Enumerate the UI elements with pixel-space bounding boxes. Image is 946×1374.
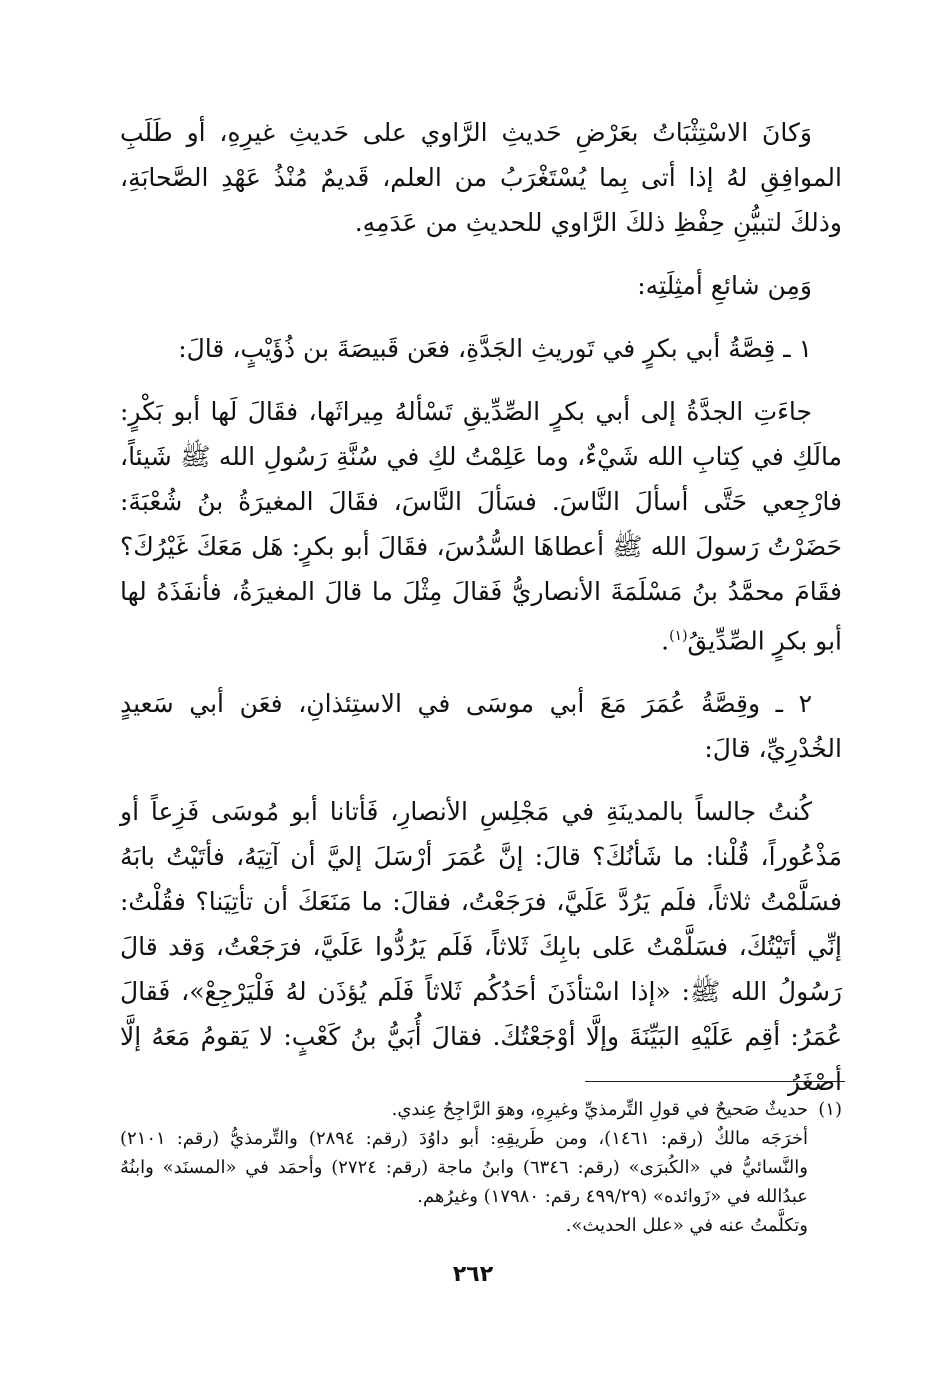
paragraph-examples-heading: وَمِن شائعِ أمثِلَتِه:	[637, 271, 812, 300]
paragraph-example-2-heading: ٢ ـ وقِصَّةُ عُمَرَ مَعَ أبي موسَى في الاستِئذانِ، فعَن أبي سَعيدٍ الخُدْرِيِّ، قالَ:	[120, 689, 842, 764]
footnote-divider	[585, 1081, 845, 1082]
quote-text: جاءَتِ الجدَّةُ إلى أبي بكرٍ الصِّدِّيقِ تَسْألهُ مِيراثَها، فقَالَ لَها أبو بَكْرٍ: مالَكِ في كِتابِ الله شَيْءٌ، وما عَلِمْتُ لكِ في سُنَّةِ رَسُولِ الله ﷺ شَيئاً، فارْجِعي حَتَّى أسألَ النَّاسَ. فسَألَ النَّاسَ، فقَالَ المغيرَةُ بنُ شُعْبَةَ: حَضَرْتُ رَسولَ الله ﷺ أعطاهَا السُّدُسَ، فقَالَ أبو بكرٍ: هَل مَعَكَ غَيْرُكَ؟ فقَامَ محمَّدُ بنُ مَسْلَمَةَ الأنصاريُّ فَقالَ مِثْلَ ما قالَ المغيرَةُ، فأنفَذَهُ لها أبو بكرٍ الصِّدِّيقُ	[120, 397, 842, 656]
footnote-line-1	[120, 1095, 842, 1124]
paragraph-example-1-quote	[120, 389, 842, 663]
footnote-text-1: حديثٌ صَحيحٌ في قولِ التِّرمذيِّ وغيرِهِ، وهوَ الرَّاجِحُ عِندي.	[391, 1099, 808, 1120]
paragraph-example-2-quote: كُنتُ جالساً بالمدينَةِ في مَجْلِسِ الأنصارِ، فَأتانا أبو مُوسَى فَزِعاً أو مَذْعُوراً، قُلْنا: ما شَأنُكَ؟ قالَ: إنَّ عُمَرَ أرْسَلَ إليَّ أن آتِيَهُ، فأتَيْتُ بابَهُ فسَلَّمْتُ ثلاثاً، فلَم يَرُدَّ عَلَيَّ، فرَجَعْتُ، فقالَ: ما مَنَعَكَ أن تأتِيَنا؟ فقُلْتُ: إنِّي أتَيْتُكَ، فسَلَّمْتُ عَلى بابِكَ ثَلاثاً، فَلَم يَرُدُّوا عَلَيَّ، فرَجَعْتُ، وَقد قالَ رَسُولُ الله ﷺ: «إذا اسْتأذَنَ أحَدُكُم ثَلاثاً فَلَم يُؤذَن لهُ فَلْيَرْجِعْ»، فَقالَ عُمَرُ: أقِم عَلَيْهِ البَيِّنَةَ وإلَّا أوْجَعْتُكَ. فقالَ أُبَيُّ بنُ كَعْبٍ: لا يَقومُ مَعَهُ إلَّا أصْغَرُ	[120, 797, 842, 1097]
footnotes	[120, 1095, 842, 1240]
paragraph-intro: وَكانَ الاسْتِثْبَاتُ بعَرْضِ حَديثِ الرَّاوي على حَديثِ غيرِهِ، أو طَلَبِ الموافِقِ لهُ إذا أتى بِما يُسْتَغْرَبُ من العلم، قَديمٌ مُنْذُ عَهْدِ الصَّحابَةِ، وذلكَ لتبيُّنِ حِفْظِ ذلكَ الرَّاوي للحديثِ من عَدَمِهِ.	[120, 118, 842, 237]
footnote-ref: (١)	[669, 628, 688, 644]
page-number: ٢٦٢	[452, 1262, 494, 1287]
footnote-text-3: وتكلَّمتُ عنه في «علل الحديث».	[565, 1215, 808, 1236]
footnote-text-2: أخرَجَه مالكٌ (رقم: ١٤٦١)، ومن طَريقِهِ: أبو داوُدَ (رقم: ٢٨٩٤) والتِّرمذيُّ (رقم: ٢١٠١) والنَّسائيُّ في «الكُبرَى» (رقم: ٦٣٤٦) وابنُ ماجة (رقم: ٢٧٢٤) وأحمَد في «المسنَد» وابنُهُ عبدُالله في «زَوائده» (٤٩٩/٢٩ رقم: ١٧٩٨٠) وغيرُهم.	[120, 1128, 808, 1207]
quote-end: .	[661, 626, 670, 656]
paragraph-example-1-heading: ١ ـ قِصَّةُ أبي بكرٍ في تَوريثِ الجَدَّةِ، فعَن قَبيصَةَ بن ذُؤَيْبٍ، قالَ:	[178, 334, 812, 363]
main-text	[120, 110, 842, 1104]
footnote-number: (١)	[818, 1099, 842, 1120]
